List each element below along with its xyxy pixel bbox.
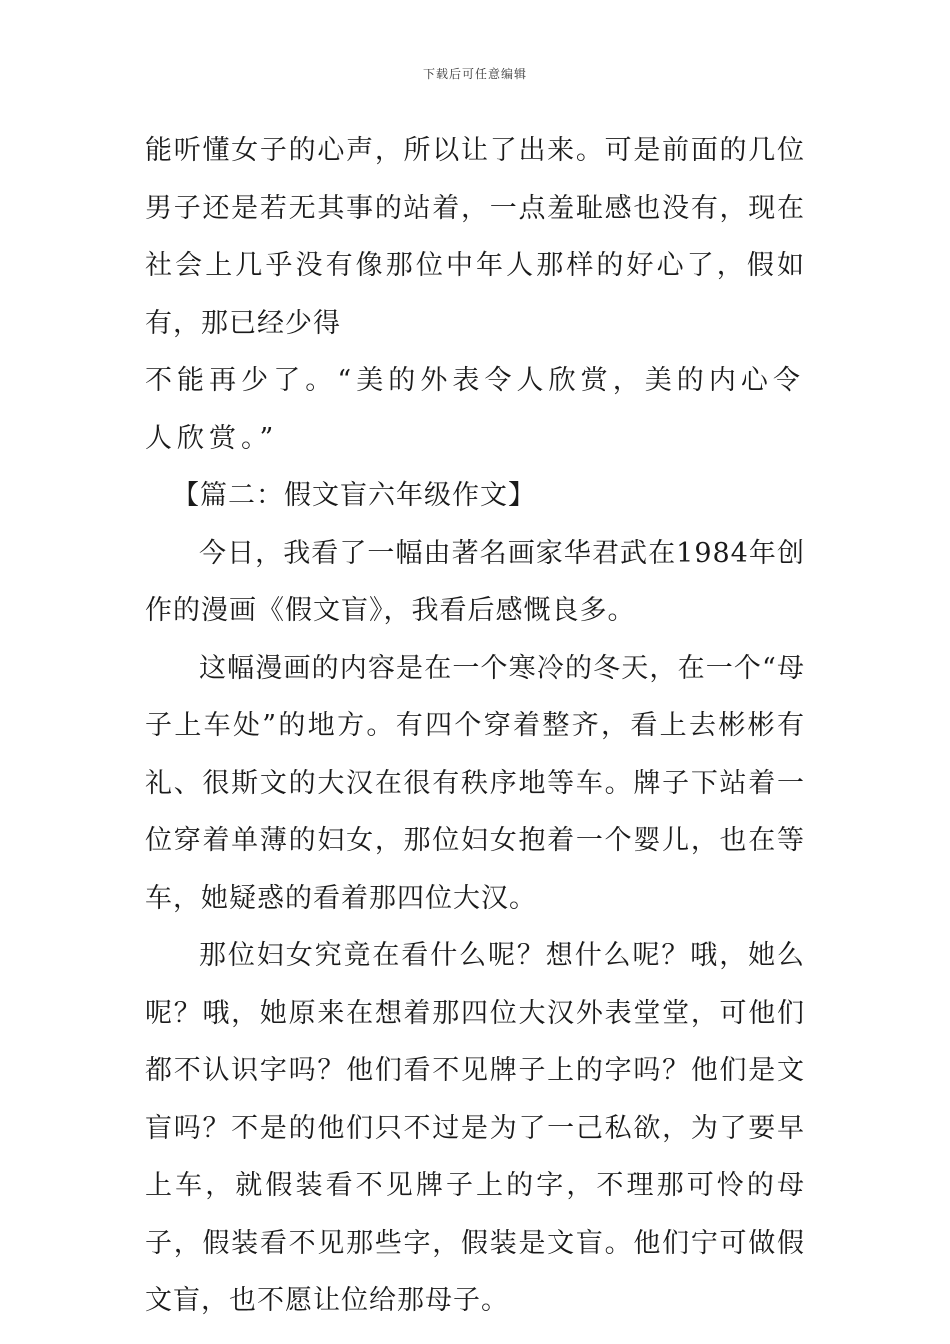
paragraph-3: 这幅漫画的内容是在一个寒冷的冬天，在一个“母子上车处”的地方。有四个穿着整齐，看上去彬彬有礼、很斯文的大汉在很有秩序地等车。牌子下站着一位穿着单薄的妇女，那位妇女抱着一个婴儿，也在等车，她疑惑的看着那四位大汉。 <box>145 652 805 914</box>
paragraph-1: 能听懂女子的心声，所以让了出来。可是前面的几位男子还是若无其事的站着，一点羞耻感也没有，现在社会上几乎没有像那位中年人那样的好心了，假如有，那已经少得 <box>145 135 805 339</box>
paragraph-1-tail: 不能再少了。“美的外表令人欣赏，美的内心令人欣赏。” <box>145 365 805 454</box>
paragraph-2: 今日，我看了一幅由著名画家华君武在1984年创作的漫画《假文盲》，我看后感慨良多。 <box>145 537 805 626</box>
paragraph-4: 那位妇女究竟在看什么呢？想什么呢？哦，她么呢？哦，她原来在想着那四位大汉外表堂堂，可他们都不认识字吗？他们看不见牌子上的字吗？他们是文盲吗？不是的他们只不过是为了一己私欲，为了要早上车，就假装看不见牌子上的字，不理那可怜的母子，假装看不见那些字，假装是文盲。他们宁可做假文盲，也不愿让位给那母子。 <box>145 940 805 1316</box>
section-title: 【篇二：假文盲六年级作文】 <box>172 480 536 511</box>
header-note: 下载后可任意编辑 <box>422 67 527 81</box>
document-body <box>145 122 805 1330</box>
